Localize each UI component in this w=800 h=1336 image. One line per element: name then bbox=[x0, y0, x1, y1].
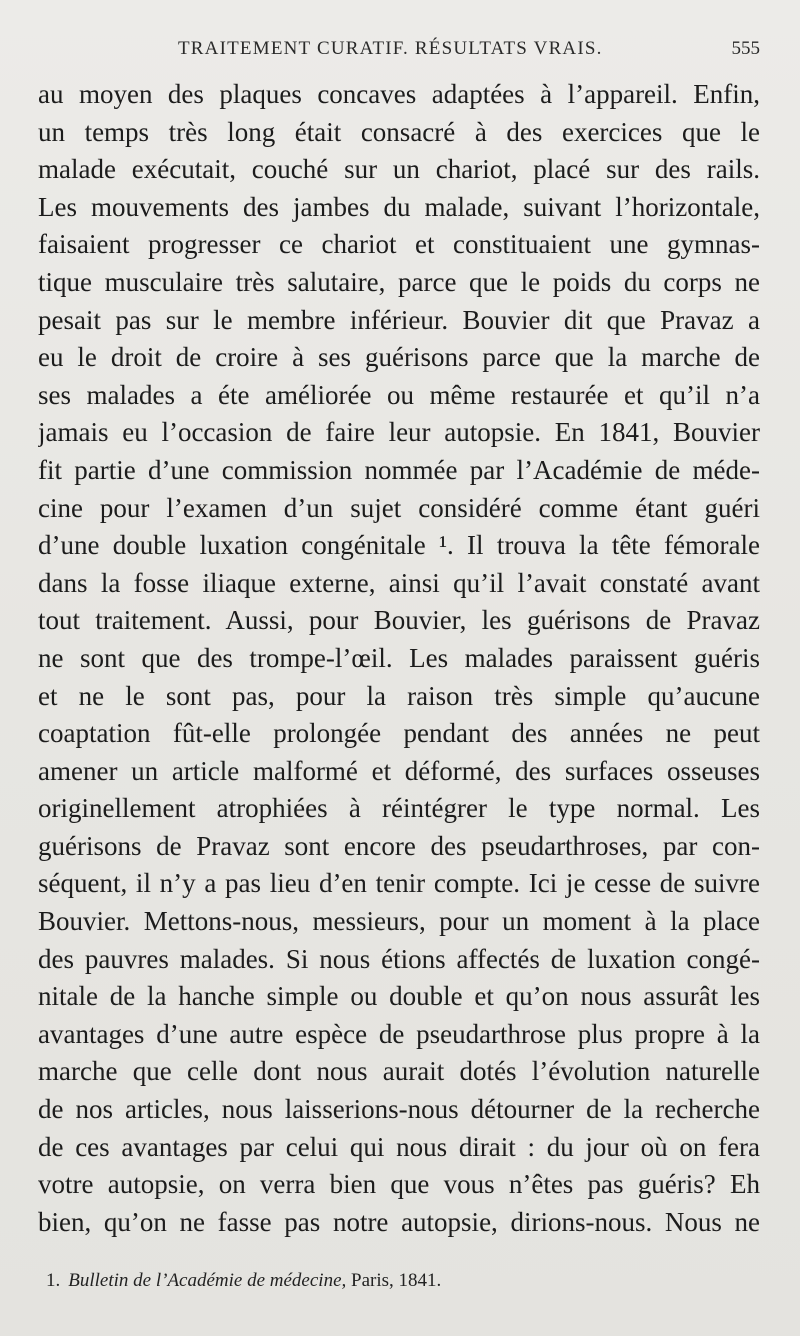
text-line: avantages d’une autre espèce de pseudarthrose plus propre à la bbox=[38, 1018, 760, 1049]
text-line: marche que celle dont nous aurait dotés l’évolution naturelle bbox=[38, 1056, 760, 1087]
text-line: fit partie d’une commission nommée par l’Académie de méde- bbox=[38, 454, 760, 485]
footnote bbox=[46, 1270, 441, 1292]
body-text bbox=[38, 76, 760, 1241]
text-line: guérisons de Pravaz sont encore des pseudarthroses, par con- bbox=[38, 830, 760, 861]
text-line: des pauvres malades. Si nous étions affectés de luxation congé- bbox=[38, 943, 760, 974]
text-line: eu le droit de croire à ses guérisons parce que la marche de bbox=[38, 342, 760, 373]
text-line: Les mouvements des jambes du malade, suivant l’horizontale, bbox=[38, 191, 760, 222]
page-header bbox=[38, 38, 760, 66]
text-line: dans la fosse iliaque externe, ainsi qu’il l’avait constaté avant bbox=[38, 567, 760, 598]
text-line: ne sont que des trompe-l’œil. Les malades paraissent guéris bbox=[38, 642, 760, 673]
text-line: tique musculaire très salutaire, parce que le poids du corps ne bbox=[38, 266, 760, 297]
text-line: jamais eu l’occasion de faire leur autopsie. En 1841, Bouvier bbox=[38, 417, 760, 448]
text-line: et ne le sont pas, pour la raison très simple qu’aucune bbox=[38, 680, 760, 711]
text-line: de nos articles, nous laisserions-nous détourner de la recherche bbox=[38, 1094, 760, 1125]
text-line: Bouvier. Mettons-nous, messieurs, pour un moment à la place bbox=[38, 906, 760, 937]
text-line: au moyen des plaques concaves adaptées à l’appareil. Enfin, bbox=[38, 79, 760, 109]
footnote-citation: Paris, 1841. bbox=[351, 1270, 442, 1291]
text-line: votre autopsie, on verra bien que vous n’êtes pas guéris? Eh bbox=[38, 1169, 760, 1200]
running-head: TRAITEMENT CURATIF. RÉSULTATS VRAIS. bbox=[178, 38, 603, 59]
text-line: originellement atrophiées à réintégrer le type normal. Les bbox=[38, 793, 760, 824]
text-line: malade exécutait, couché sur un chariot, placé sur des rails. bbox=[38, 154, 760, 185]
text-line: coaptation fût-elle prolongée pendant des années ne peut bbox=[38, 718, 760, 749]
text-line: un temps très long était consacré à des exercices que le bbox=[38, 116, 760, 147]
page-number: 555 bbox=[731, 38, 760, 59]
text-line: faisaient progresser ce chariot et constituaient une gymnas- bbox=[38, 229, 760, 260]
text-line: nitale de la hanche simple ou double et qu’on nous assurât les bbox=[38, 981, 760, 1012]
text-line: séquent, il n’y a pas lieu d’en tenir compte. Ici je cesse de suivre bbox=[38, 868, 760, 899]
text-line: cine pour l’examen d’un sujet considéré comme étant guéri bbox=[38, 492, 760, 523]
text-line: amener un article malformé et déformé, des surfaces osseuses bbox=[38, 755, 760, 786]
text-line: d’une double luxation congénitale ¹. Il trouva la tête fémorale bbox=[38, 530, 760, 561]
text-line: bien, qu’on ne fasse pas notre autopsie, dirions-nous. Nous ne bbox=[38, 1206, 760, 1237]
footnote-number: 1. bbox=[46, 1270, 61, 1291]
footnote-title: Bulletin de l’Académie de médecine, bbox=[68, 1270, 347, 1291]
text-line: de ces avantages par celui qui nous dirait : du jour où on fera bbox=[38, 1131, 760, 1162]
text-line: ses malades a éte améliorée ou même restaurée et qu’il n’a bbox=[38, 379, 760, 410]
text-line: tout traitement. Aussi, pour Bouvier, les guérisons de Pravaz bbox=[38, 605, 760, 636]
text-line: pesait pas sur le membre inférieur. Bouvier dit que Pravaz a bbox=[38, 304, 760, 335]
